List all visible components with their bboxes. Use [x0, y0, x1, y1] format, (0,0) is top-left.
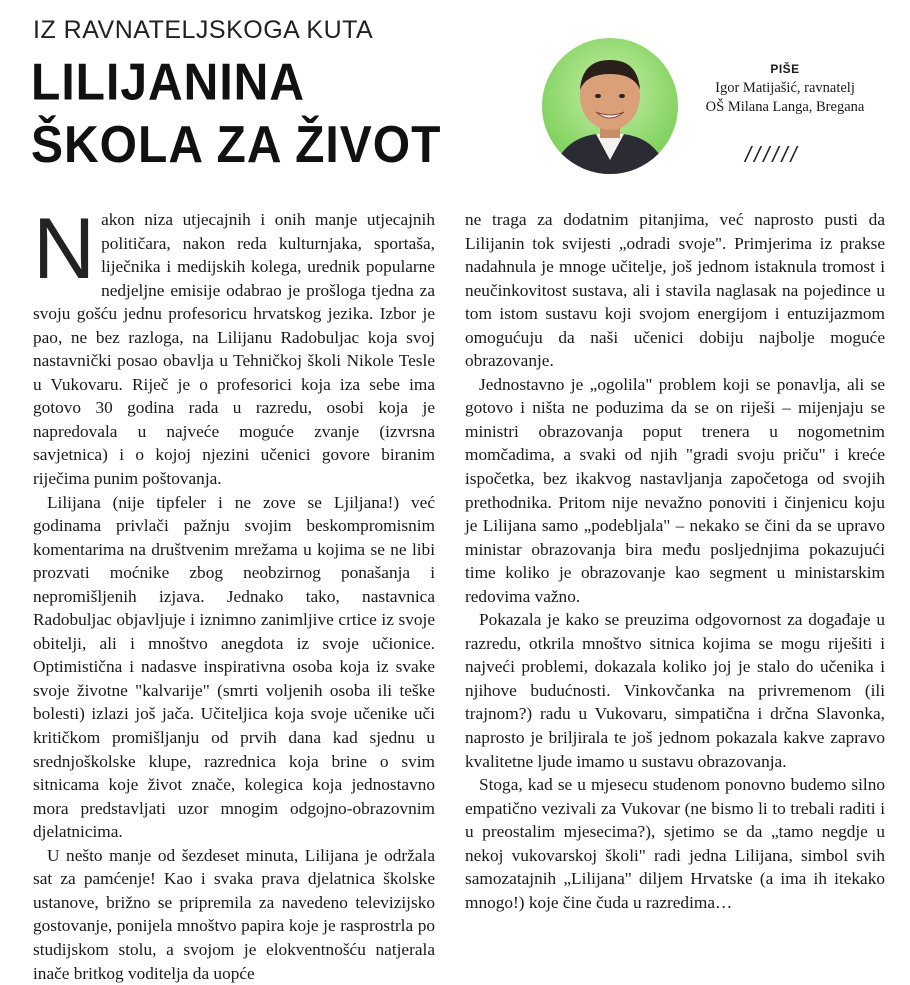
article-headline	[31, 52, 441, 177]
paragraph-text: akon niza utjecajnih i onih manje utjecajnih političara, nakon reda kulturnjaka, sportaša, liječnika i medijskih kolega, urednik popularne nedjeljne emisije odabrao je prošloga tjedna za svoju gošću jednu profesoricu hrvatskog jezika. Izbor je pao, ne bez razloga, na Lilijanu Radobuljac koja svoj nastavnički posao obavlja u Tehničkoj školi Nikole Tesle u Vukovaru. Riječ je o profesorici koja iza sebe ima gotovo 30 godina rada u razredu, osobi koja je napredovala u najveće moguće zvanje (izvrsna savjetnica) i o kojoj njezini učenici govore biranim riječima punim poštovanja.	[33, 210, 435, 489]
paragraph	[33, 201, 435, 491]
paragraph: Jednostavno je „ogolila" problem koji se ponavlja, ali se gotovo i ništa ne poduzima da se on riješi – mijenjaju se ministri obrazovanja poput trenera u nogometnim momčadima, a svaki od njih "gradi svoju priču" i kreće ispočetka, bez ikakvog nastavljanja započetoga od svojih prethodnika. Pritom nije nevažno ponoviti i činjenicu koju je Lilijana samo „podebljala" – nekako se čini da se upravo ministar obrazovanja bira među posljednjima pokazujući time koliko je obrazovanje kao segment u ministarskim redovima važno.	[465, 374, 885, 606]
article-column-right	[465, 208, 885, 914]
article-column-left	[33, 201, 435, 985]
slash-decoration: //////	[745, 142, 800, 167]
headline-line-1: LILIJANINA	[31, 54, 305, 112]
byline-school: OŠ Milana Langa, Bregana	[705, 99, 865, 115]
author-portrait-icon	[542, 38, 678, 174]
paragraph: ne traga za dodatnim pitanjima, već naprosto pusti da Lilijanin tok svijesti „odradi svoje". Primjerima iz prakse nadahnula je mnoge učitelje, još jednom istaknula tromost i neučinkovitost sustava, ali i stavila naglasak na pojedince u tom istom sustavu koji svojom energijom i entuzijazmom omogućuju da naši učenici dobiju najbolje moguće obrazovanje.	[465, 210, 885, 371]
author-photo	[542, 38, 678, 174]
byline-author: Igor Matijašić, ravnatelj	[715, 80, 855, 96]
headline-line-2: ŠKOLA ZA ŽIVOT	[31, 116, 442, 175]
paragraph: Stoga, kad se u mjesecu studenom ponovno budemo silno empatično vezivali za Vukovar (ne bismo li to trebali raditi i u preostalim mjesecima?), sjetimo se da „tamo negdje u nekoj vukovarskoj školi" radi jedna Lilijana, simbol svih samozatajnih „Lilijana" diljem Hrvatske (a ima ih itekako mnogo!) koje čine čuda u razredima…	[465, 775, 885, 912]
paragraph: Pokazala je kako se preuzima odgovornost za događaje u razredu, otkrila mnoštvo sitnica kojima se mogu riješiti i najveći problemi, dokazala koliko joj je stalo do učenika i njihove budućnosti. Vinkovčanka na privremenom (ili trajnom?) radu u Vukovaru, simpatična i drčna Slavonka, naprosto je briljirala te još jednom pokazala kakve zapravo kvalitetne ljude imamo u sustavu obrazovanja.	[465, 610, 885, 771]
dropcap: N	[33, 201, 96, 297]
section-kicker: IZ RAVNATELJSKOGA KUTA	[33, 16, 374, 44]
byline	[690, 60, 880, 117]
paragraph: Lilijana (nije tipfeler i ne zove se Ljiljana!) već godinama privlači pažnju svojim beskompromisnim komentarima na društvenim mrežama u kojima se ne libi prozvati moćnike zbog neobzirnog ponašanja i nepromišljenih izjava. Jednako tako, nastavnica Radobuljac objavljuje i iznimno zanimljive crtice iz svoje obitelji, ali i mnoštvo anegdota iz svoje učionice. Optimistična i nadasve inspirativna osoba koja iz svake svoje životne "kalvarije" (smrti voljenih osoba ili teške bolesti) izlazi još jača. Učiteljica koja svoje učenike uči kritičkom promišljanju od prvih dana kad sjednu u srednjoškolske klupe, razrednica koja brine o svim sitnicama koje život znače, kolegica koja jednostavno mora predstavljati uzor mnogim odgojno-obrazovnim djelatnicima.	[33, 492, 435, 842]
paragraph: U nešto manje od šezdeset minuta, Lilijana je održala sat za pamćenje! Kao i svaka prava djelatnica školske ustanove, brižno se pripremila za navedeno televizijsko gostovanje, ponijela mnoštvo papira koje je rasprostrla po studijskom stolu, a svojom je elokventnošću natjerala inače britkog voditelja da uopće	[33, 845, 435, 983]
byline-label: PIŠE	[770, 62, 800, 76]
